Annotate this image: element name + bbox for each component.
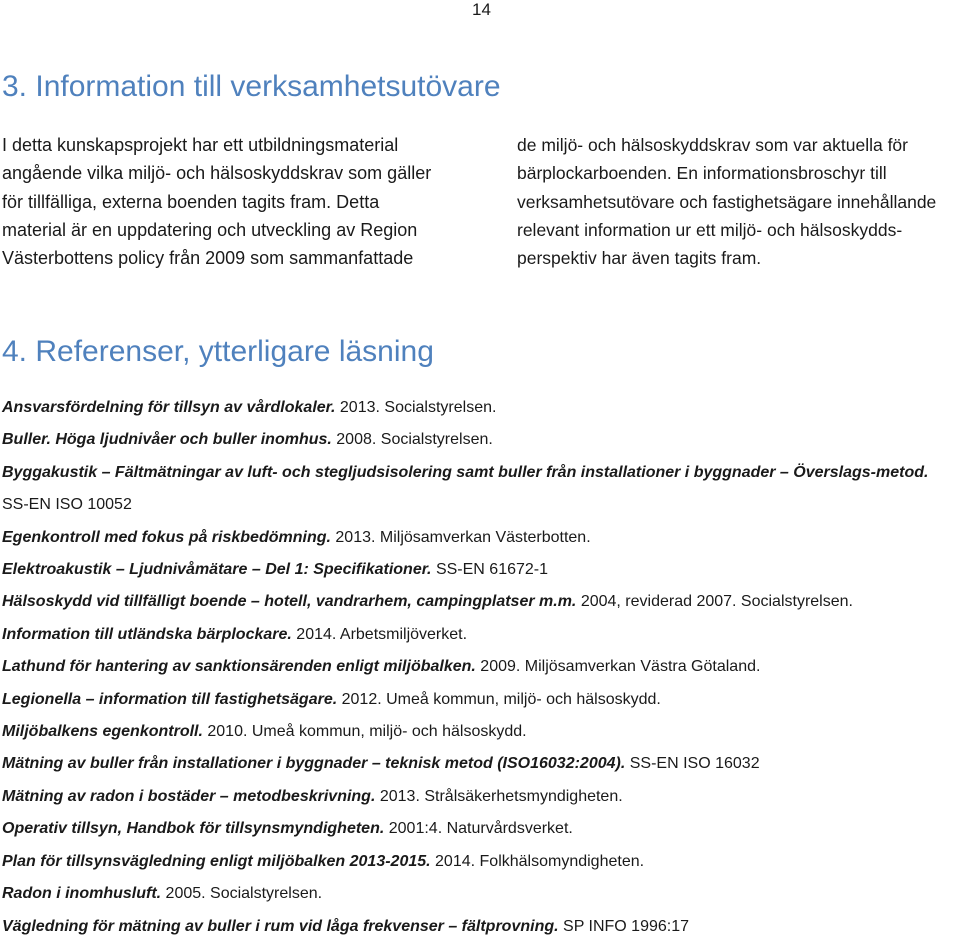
paragraph-line: material är en uppdatering och utveckling av Region <box>2 219 418 240</box>
reference-title: Elektroakustik – Ljudnivåmätare – Del 1: Specifikationer. <box>2 561 432 579</box>
reference-title: Mätning av radon i bostäder – metodbeskrivning. <box>2 787 376 805</box>
reference-source: 2012. Umeå kommun, miljö- och hälsoskydd. <box>341 690 661 708</box>
reference-title: Mätning av buller från installationer i byggnader – teknisk metod (ISO16032:2004). <box>2 755 626 773</box>
paragraph-line: de miljö- och hälsoskyddskrav som var aktuella för <box>517 135 908 155</box>
reference-item <box>2 846 958 878</box>
paragraph-column-right <box>517 131 958 272</box>
reference-source: 2008. Socialstyrelsen. <box>336 431 493 449</box>
reference-source: SS-EN ISO 10052 <box>2 496 132 514</box>
paragraph-line: I detta kunskapsprojekt har ett utbildningsmaterial <box>2 135 399 155</box>
reference-title: Plan för tillsynsvägledning enligt miljöbalken 2013-2015. <box>2 852 431 870</box>
paragraph-line: verksamhetsutövare och fastighetsägare innehållande <box>517 191 937 212</box>
reference-title: Legionella – information till fastighetsägare. <box>2 690 338 708</box>
reference-title: Ansvarsfördelning för tillsyn av vårdlokaler. <box>2 399 336 416</box>
reference-source: 2009. Miljösamverkan Västra Götaland. <box>480 658 761 676</box>
reference-item <box>2 781 958 813</box>
reference-item <box>2 748 958 780</box>
reference-source: SP INFO 1996:17 <box>563 917 690 935</box>
reference-title: Operativ tillsyn, Handbok för tillsynsmyndigheten. <box>2 820 385 838</box>
paragraph-column-left <box>2 131 482 272</box>
reference-item <box>2 684 958 716</box>
reference-item <box>2 392 958 424</box>
reference-source: 2001:4. Naturvårdsverket. <box>388 820 573 838</box>
reference-item <box>2 554 958 586</box>
reference-item <box>2 586 958 618</box>
reference-source: 2005. Socialstyrelsen. <box>165 885 323 903</box>
paragraph-line: relevant information ur ett miljö- och hälsoskydds- <box>517 219 903 240</box>
reference-title: Vägledning för mätning av buller i rum vid låga frekvenser – fältprovning. <box>2 917 559 935</box>
paragraph-line: för tillfälliga, externa boenden tagits fram. Detta <box>2 191 380 212</box>
reference-source: 2014. Arbetsmiljöverket. <box>296 625 468 643</box>
reference-item <box>2 457 958 522</box>
reference-source: SS-EN ISO 16032 <box>629 755 760 773</box>
reference-title: Byggakustik – Fältmätningar av luft- och stegljudsisolering samt buller från installationer i byggnader – Överslags-metod. <box>2 463 929 481</box>
reference-item <box>2 716 958 748</box>
paragraph-line: perspektiv har även tagits fram. <box>517 248 762 268</box>
reference-title: Buller. Höga ljudnivåer och buller inomhus. <box>2 431 332 449</box>
reference-title: Egenkontroll med fokus på riskbedömning. <box>2 528 331 546</box>
reference-source: 2013. Miljösamverkan Västerbotten. <box>335 528 591 546</box>
reference-source: 2013. Socialstyrelsen. <box>339 399 497 416</box>
reference-item <box>2 424 958 456</box>
reference-item <box>2 813 958 845</box>
reference-source: 2013. Strålsäkerhetsmyndigheten. <box>379 787 623 805</box>
reference-item <box>2 911 958 943</box>
reference-item <box>2 878 958 910</box>
reference-item <box>2 651 958 683</box>
reference-source: 2010. Umeå kommun, miljö- och hälsoskydd. <box>207 723 527 741</box>
reference-item <box>2 522 958 554</box>
paragraph-line: Västerbottens policy från 2009 som sammanfattade <box>2 248 414 268</box>
paragraph-line: bärplockarboenden. En informationsbroschyr till <box>517 163 887 184</box>
section-4-heading: 4. Referenser, ytterligare läsning <box>2 335 434 368</box>
section-3-heading: 3. Information till verksamhetsutövare <box>2 70 501 103</box>
reference-title: Lathund för hantering av sanktionsärenden enligt miljöbalken. <box>2 658 476 676</box>
page-number: 14 <box>472 0 491 19</box>
paragraph-line: angående vilka miljö- och hälsoskyddskrav som gäller <box>2 163 432 184</box>
reference-source: 2014. Folkhälsomyndigheten. <box>435 852 645 870</box>
reference-list <box>2 392 958 943</box>
reference-source: 2004, reviderad 2007. Socialstyrelsen. <box>580 593 853 611</box>
reference-title: Radon i inomhusluft. <box>2 885 162 903</box>
reference-item <box>2 619 958 651</box>
reference-title: Miljöbalkens egenkontroll. <box>2 723 203 741</box>
reference-title: Hälsoskydd vid tillfälligt boende – hotell, vandrarhem, campingplatser m.m. <box>2 593 577 611</box>
reference-source: SS-EN 61672-1 <box>435 561 549 579</box>
reference-title: Information till utländska bärplockare. <box>2 625 292 643</box>
